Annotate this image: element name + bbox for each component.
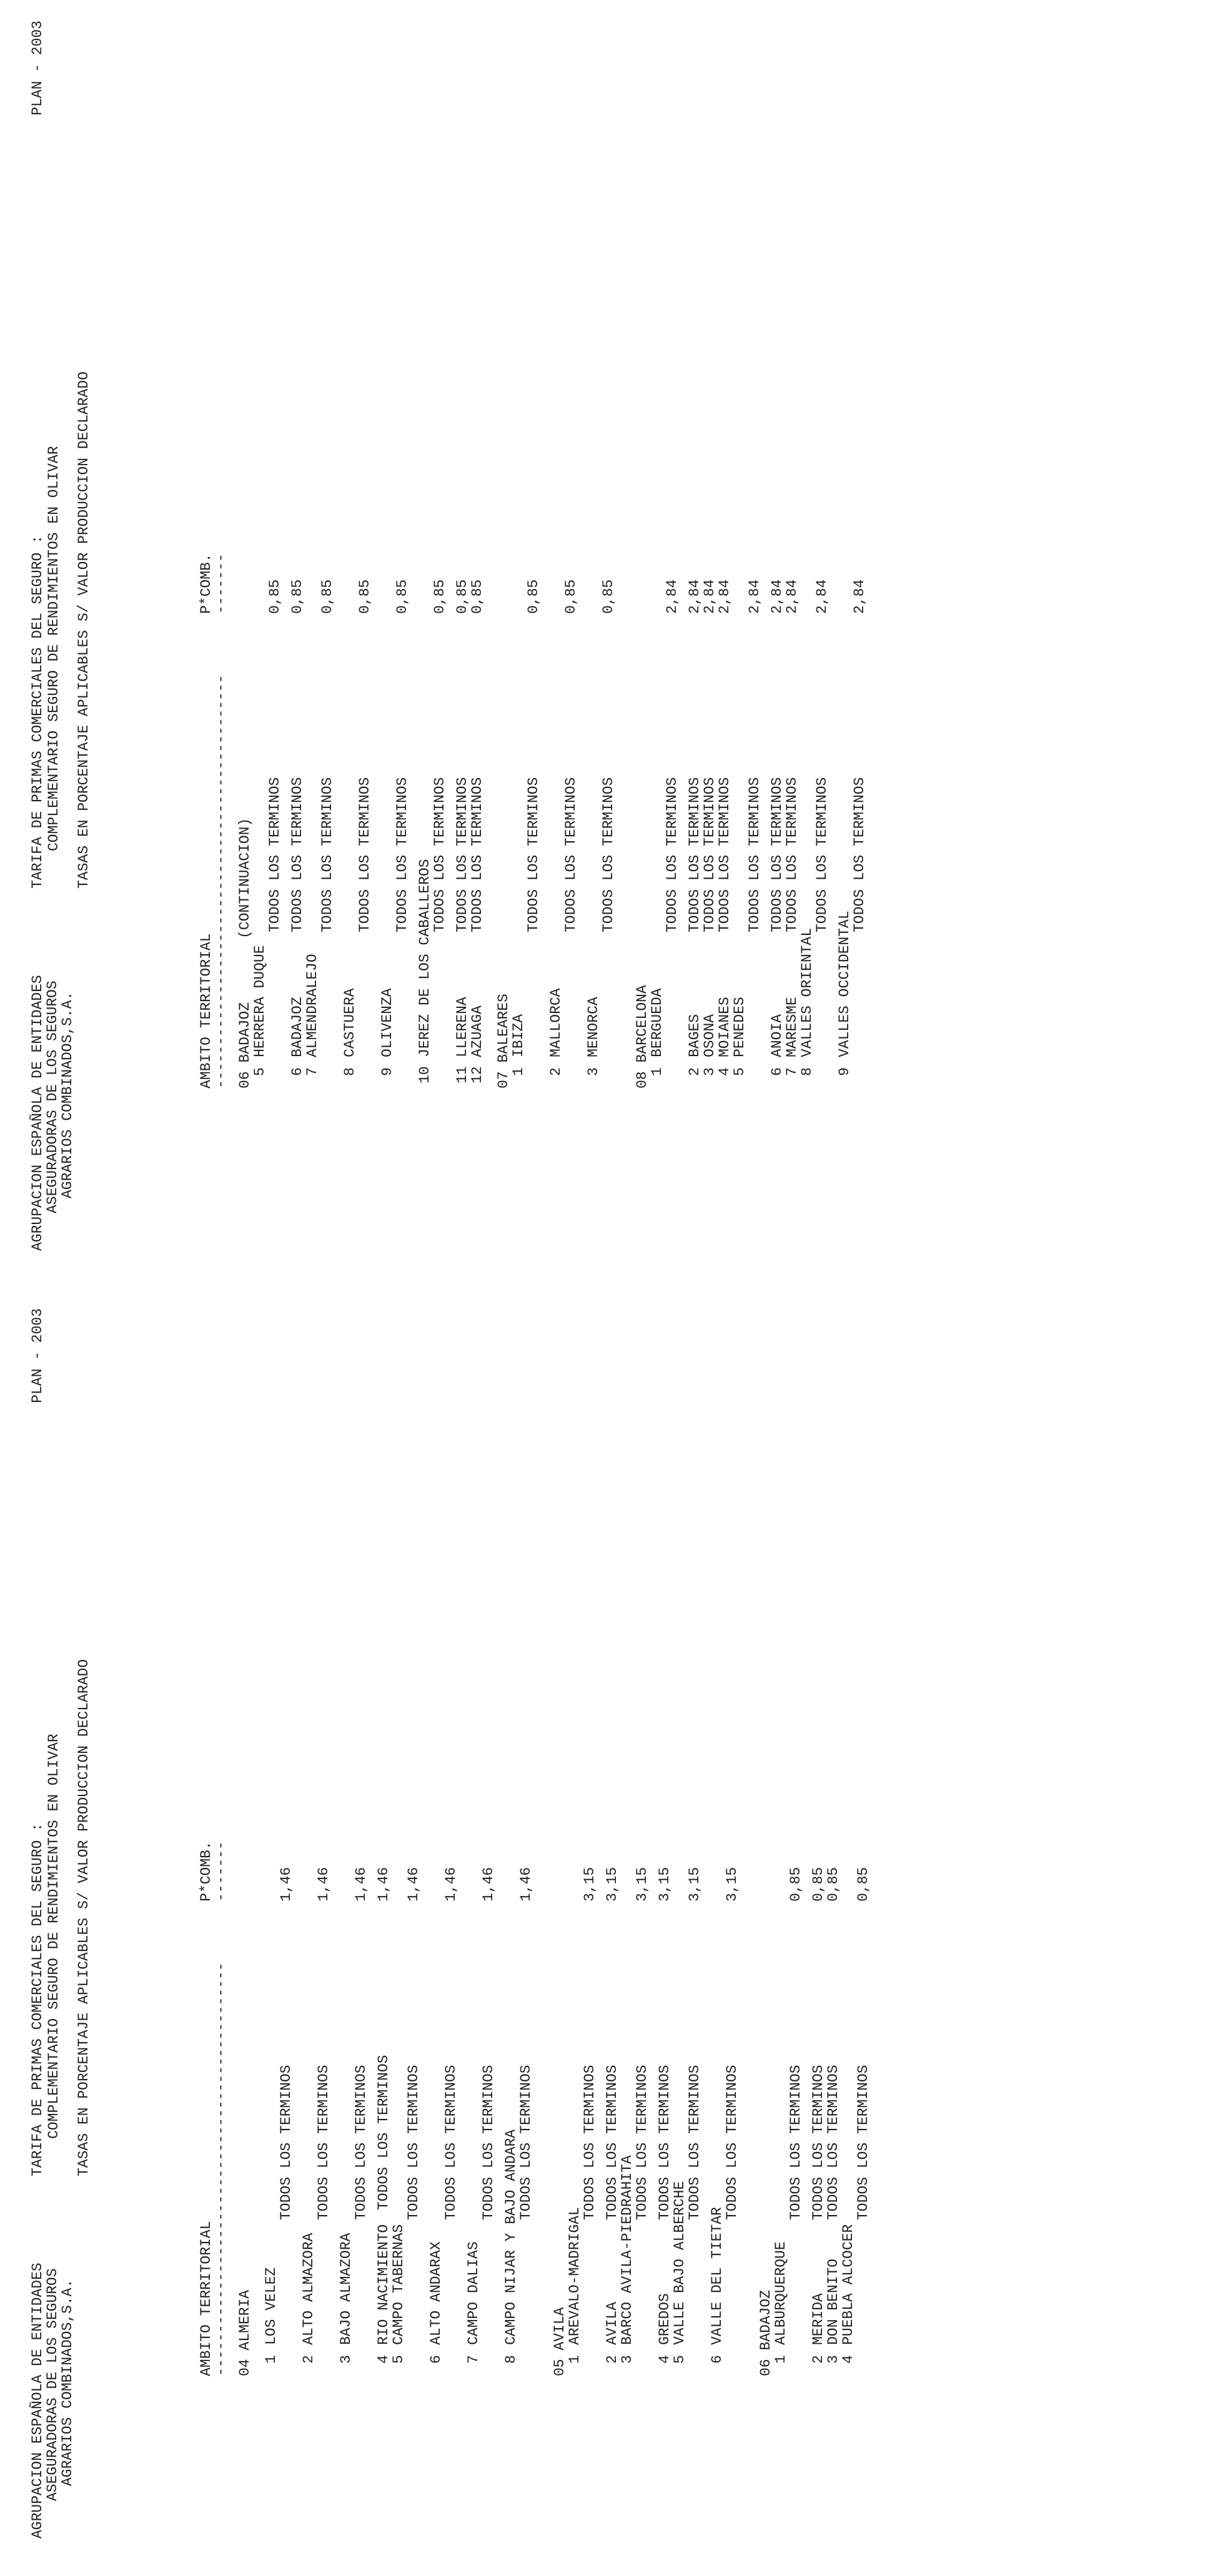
premium-rate: 1,46 <box>443 1867 459 1902</box>
table-row <box>511 2 526 1288</box>
terms-label: TODOS LOS TERMINOS <box>315 2065 332 2220</box>
terms-label: TODOS LOS TERMINOS <box>784 777 800 932</box>
premium-rate: 0,85 <box>810 1867 826 1902</box>
tariff-page-1 <box>0 1290 1228 2576</box>
org-line-1: AGRUPACION ESPAÑOLA DE ENTIDADES <box>29 2263 46 2539</box>
terms-label: TODOS LOS TERMINOS <box>600 777 616 932</box>
terms-label: TODOS LOS TERMINOS <box>405 2065 422 2220</box>
comarca-number: 9 <box>379 1067 395 1076</box>
org-line-3: AGRARIOS COMBINADOS,S.A. <box>59 2279 76 2486</box>
comarca-number: 6 <box>428 2355 444 2364</box>
table-row <box>428 1290 443 2576</box>
terms-label: TODOS LOS TERMINOS <box>582 2065 598 2220</box>
province-name: 04 ALMERIA <box>237 2289 253 2376</box>
table-row <box>837 2 852 1288</box>
premium-rate: 2,84 <box>701 579 718 614</box>
table-row <box>503 1290 518 2576</box>
ambito-rule: ------------------------------------------------ <box>213 1962 229 2376</box>
table-row <box>252 2 267 1288</box>
table-row <box>320 2 335 1288</box>
terms-label: TODOS LOS TERMINOS <box>604 2065 620 2220</box>
comarca-name: VALLES ORIENTAL <box>799 927 815 1057</box>
table-row <box>432 2 447 1288</box>
comarca-number: 4 <box>656 2355 673 2364</box>
comarca-name: MOIANES <box>716 997 733 1057</box>
terms-label: TODOS LOS TERMINOS <box>480 2065 497 2220</box>
premium-rate: 2,84 <box>784 579 800 614</box>
table-row <box>354 1290 369 2576</box>
province-row <box>758 1290 773 2576</box>
comarca-name: BADAJOZ <box>289 997 305 1057</box>
comarca-name: GREDOS <box>656 2293 673 2345</box>
province-row <box>237 2 252 1288</box>
province-name: 07 BALEARES <box>495 994 512 1088</box>
comarca-name: MERIDA <box>810 2293 826 2345</box>
comarca-name: CASTUERA <box>342 988 358 1057</box>
comarca-name: JEREZ DE LOS CABALLEROS <box>417 859 433 1057</box>
comarca-number: 5 <box>252 1067 268 1076</box>
tariff-page-2 <box>0 2 1228 1288</box>
comarca-number: 4 <box>716 1067 733 1076</box>
comarca-number: 2 <box>686 1067 703 1076</box>
comarca-number: 7 <box>465 2355 482 2364</box>
comarca-name: CAMPO DALIAS <box>465 2241 482 2345</box>
org-line-1: AGRUPACION ESPAÑOLA DE ENTIDADES <box>29 975 46 1251</box>
table-row <box>725 1290 740 2576</box>
comarca-number: 6 <box>709 2355 725 2364</box>
comarca-name: AVILA <box>604 2301 620 2345</box>
table-row <box>563 2 578 1288</box>
table-row <box>376 1290 391 2576</box>
org-header <box>30 2189 75 2539</box>
terms-label: TODOS LOS TERMINOS <box>634 2065 650 2220</box>
terms-label: TODOS LOS TERMINOS <box>432 777 448 932</box>
terms-label: TODOS LOS TERMINOS <box>724 2065 740 2220</box>
table-row <box>406 1290 421 2576</box>
table-row <box>687 2 702 1288</box>
terms-label: TODOS LOS TERMINOS <box>851 777 868 932</box>
table-row <box>567 1290 582 2576</box>
title-line-2: COMPLEMENTARIO SEGURO DE RENDIMIENTOS EN OLIVAR <box>46 446 62 851</box>
comarca-number: 3 <box>338 2355 354 2364</box>
pcomb-rule: ------- <box>213 1841 229 1902</box>
table-row <box>339 1290 354 2576</box>
comarca-name: BAJO ALMAZORA <box>338 2233 354 2345</box>
comarca-number: 8 <box>799 1067 815 1076</box>
premium-rate: 1,46 <box>375 1867 392 1902</box>
terms-label: TODOS LOS TERMINOS <box>701 777 718 932</box>
table-row <box>710 1290 725 2576</box>
terms-label: TODOS LOS TERMINOS <box>454 777 470 932</box>
table-row <box>518 1290 533 2576</box>
premium-rate: 3,15 <box>634 1867 650 1902</box>
ambito-header: AMBITO TERRITORIAL <box>198 2221 214 2376</box>
premium-rate: 0,85 <box>469 579 485 614</box>
table-row <box>657 1290 672 2576</box>
premium-rate: 2,84 <box>686 579 703 614</box>
comarca-number: 4 <box>840 2355 856 2364</box>
table-row <box>305 2 320 1288</box>
title-line-1: TARIFA DE PRIMAS COMERCIALES DEL SEGURO : <box>29 535 46 889</box>
comarca-number: 3 <box>585 1067 602 1076</box>
pcomb-header: P*COMB. <box>198 553 214 614</box>
terms-label: TODOS LOS TERMINOS <box>353 2065 369 2220</box>
comarca-name: LLERENA <box>454 997 470 1057</box>
comarca-name: LOS VELEZ <box>263 2267 279 2345</box>
ambito-rule: ------------------------------------------------ <box>213 674 229 1088</box>
comarca-name: ALBURQUERQUE <box>773 2241 789 2345</box>
title-line-2: COMPLEMENTARIO SEGURO DE RENDIMIENTOS EN OLIVAR <box>46 1734 62 2139</box>
comarca-number: 4 <box>375 2355 392 2364</box>
table-row <box>770 2 785 1288</box>
premium-rate: 0,85 <box>563 579 579 614</box>
premium-rate: 0,85 <box>454 579 470 614</box>
terms-label: TODOS LOS TERMINOS <box>394 777 410 932</box>
comarca-number: 3 <box>701 1067 718 1076</box>
table-row <box>316 1290 331 2576</box>
table-row <box>342 2 357 1288</box>
premium-rate: 2,84 <box>851 579 868 614</box>
table-row <box>395 2 410 1288</box>
comarca-number: 2 <box>548 1067 564 1076</box>
premium-rate: 3,15 <box>604 1867 620 1902</box>
terms-label: TODOS LOS TERMINOS <box>443 2065 459 2220</box>
terms-label: TODOS LOS TERMINOS <box>267 777 283 932</box>
premium-rate: 0,85 <box>788 1867 804 1902</box>
table-row <box>391 1290 406 2576</box>
comarca-number: 2 <box>604 2355 620 2364</box>
premium-rate: 0,85 <box>600 579 616 614</box>
premium-rate: 1,46 <box>353 1867 369 1902</box>
premium-rate: 0,85 <box>289 579 305 614</box>
comarca-number: 2 <box>300 2355 317 2364</box>
table-row <box>526 2 541 1288</box>
premium-rate: 3,15 <box>686 1867 703 1902</box>
title-line-3: TASAS EN PORCENTAJE APLICABLES S/ VALOR PRODUCCION DECLARADO <box>76 1659 92 2176</box>
terms-label: TODOS LOS TERMINOS <box>769 777 785 932</box>
comarca-name: ALTO ALMAZORA <box>300 2233 317 2345</box>
premium-rate: 2,84 <box>769 579 785 614</box>
terms-label: TODOS LOS TERMINOS <box>518 2065 534 2220</box>
terms-label: TODOS LOS TERMINOS <box>746 777 763 932</box>
comarca-name: BERGUEDA <box>649 988 665 1057</box>
comarca-number: 12 <box>469 1066 485 1083</box>
terms-label: TODOS LOS TERMINOS <box>656 2065 673 2220</box>
pcomb-rule: ------- <box>213 553 229 614</box>
terms-label: TODOS LOS TERMINOS <box>855 2065 871 2220</box>
premium-rate: 2,84 <box>664 579 680 614</box>
table-row <box>620 1290 635 2576</box>
province-row <box>496 2 511 1288</box>
province-name: 05 AVILA <box>552 2307 568 2376</box>
table-row <box>357 2 372 1288</box>
table-row <box>417 2 432 1288</box>
table-row <box>856 1290 871 2576</box>
org-line-3: AGRARIOS COMBINADOS,S.A. <box>59 991 76 1198</box>
premium-rate: 2,84 <box>814 579 830 614</box>
terms-label: TODOS LOS TERMINOS <box>289 777 305 932</box>
premium-rate: 0,85 <box>855 1867 871 1902</box>
table-row <box>732 2 747 1288</box>
terms-label: TODOS LOS TERMINOS <box>825 2065 841 2220</box>
premium-rate: 0,85 <box>825 1867 841 1902</box>
comarca-name: MENORCA <box>585 997 602 1057</box>
premium-rate: 2,84 <box>716 579 733 614</box>
comarca-name: OLIVENZA <box>379 988 395 1057</box>
comarca-name: PENEDES <box>731 997 748 1057</box>
comarca-name: VALLE BAJO ALBERCHE <box>671 2181 688 2345</box>
table-row <box>672 1290 687 2576</box>
province-name: 06 BADAJOZ <box>237 1002 253 1088</box>
ambito-header: AMBITO TERRITORIAL <box>198 933 214 1088</box>
comarca-number: 1 <box>263 2355 279 2364</box>
terms-label: TODOS LOS TERMINOS <box>469 777 485 932</box>
table-row <box>582 1290 597 2576</box>
comarca-number: 10 <box>417 1066 433 1083</box>
comarca-name: OSONA <box>701 1014 718 1057</box>
premium-rate: 1,46 <box>480 1867 497 1902</box>
comarca-name: MALLORCA <box>548 988 564 1057</box>
comarca-number: 3 <box>619 2355 635 2364</box>
table-row <box>290 2 305 1288</box>
comarca-name: ALMENDRALEJO <box>304 954 320 1057</box>
terms-label: TODOS LOS TERMINOS <box>814 777 830 932</box>
premium-rate: 0,85 <box>394 579 410 614</box>
table-row <box>481 1290 496 2576</box>
title-line-3: TASAS EN PORCENTAJE APLICABLES S/ VALOR PRODUCCION DECLARADO <box>76 371 92 889</box>
comarca-name: BARCO AVILA-PIEDRAHITA <box>619 2155 635 2345</box>
comarca-number: 5 <box>390 2355 407 2364</box>
table-row <box>773 1290 788 2576</box>
comarca-number: 9 <box>836 1067 853 1076</box>
comarca-name: CAMPO TABERNAS <box>390 2224 407 2345</box>
comarca-name: DON BENITO <box>825 2258 841 2345</box>
premium-rate: 3,15 <box>656 1867 673 1902</box>
terms-label: TODOS LOS TERMINOS <box>686 777 703 932</box>
comarca-name: BAGES <box>686 1014 703 1057</box>
terms-label: TODOS LOS TERMINOS <box>563 777 579 932</box>
continuation-label: (CONTINUACION) <box>237 817 253 939</box>
premium-rate: 0,85 <box>267 579 283 614</box>
comarca-name: ALTO ANDARAX <box>428 2241 444 2345</box>
comarca-number: 1 <box>773 2355 789 2364</box>
table-row <box>380 2 395 1288</box>
premium-rate: 2,84 <box>746 579 763 614</box>
premium-rate: 0,85 <box>432 579 448 614</box>
table-row <box>601 2 616 1288</box>
table-row <box>586 2 601 1288</box>
table-row <box>548 2 563 1288</box>
comarca-number: 8 <box>503 2355 519 2364</box>
premium-rate: 0,85 <box>319 579 335 614</box>
table-row <box>466 1290 481 2576</box>
comarca-number: 11 <box>454 1066 470 1083</box>
province-name: 06 BADAJOZ <box>758 2289 774 2376</box>
table-row <box>747 2 762 1288</box>
premium-rate: 1,46 <box>278 1867 294 1902</box>
comarca-name: VALLES OCCIDENTAL <box>836 910 853 1057</box>
comarca-number: 7 <box>304 1067 320 1076</box>
comarca-number: 5 <box>731 1067 748 1076</box>
table-row <box>785 2 800 1288</box>
premium-rate: 1,46 <box>518 1867 534 1902</box>
table-row <box>301 1290 316 2576</box>
premium-rate: 1,46 <box>405 1867 422 1902</box>
province-name: 08 BARCELONA <box>634 985 650 1088</box>
premium-rate: 0,85 <box>525 579 542 614</box>
comarca-name: CAMPO NIJAR Y BAJO ANDARA <box>503 2129 519 2345</box>
comarca-name: HERRERA DUQUE <box>252 945 268 1057</box>
table-row <box>635 1290 650 2576</box>
terms-label: TODOS LOS TERMINOS <box>686 2065 703 2220</box>
comarca-name: PUEBLA ALCOCER <box>840 2224 856 2345</box>
table-row <box>455 2 470 1288</box>
premium-rate: 0,85 <box>357 579 373 614</box>
table-row <box>811 1290 826 2576</box>
comarca-number: 6 <box>289 1067 305 1076</box>
table-row <box>800 2 815 1288</box>
comarca-name: MARESME <box>784 997 800 1057</box>
comarca-name: ANOIA <box>769 1014 785 1057</box>
comarca-number: 8 <box>342 1067 358 1076</box>
table-row <box>264 1290 279 2576</box>
table-row <box>267 2 282 1288</box>
terms-label: TODOS LOS TERMINOS <box>525 777 542 932</box>
comarca-number: 1 <box>649 1067 665 1076</box>
org-line-2: ASEGURADORAS DE LOS SEGUROS <box>44 2268 61 2501</box>
table-row <box>788 1290 803 2576</box>
comarca-name: RIO NACIMIENTO <box>375 2224 392 2345</box>
province-row <box>552 1290 567 2576</box>
table-row <box>826 1290 841 2576</box>
comarca-number: 2 <box>810 2355 826 2364</box>
terms-label: TODOS LOS TERMINOS <box>319 777 335 932</box>
province-row <box>635 2 650 1288</box>
org-line-2: ASEGURADORAS DE LOS SEGUROS <box>44 980 61 1213</box>
terms-label: TODOS LOS TERMINOS <box>716 777 733 932</box>
plan-label: PLAN - 2003 <box>29 21 46 116</box>
table-row <box>470 2 485 1288</box>
table-row <box>650 2 665 1288</box>
table-row <box>815 2 829 1288</box>
premium-rate: 1,46 <box>315 1867 332 1902</box>
province-row <box>237 1290 252 2576</box>
title-line-1: TARIFA DE PRIMAS COMERCIALES DEL SEGURO : <box>29 1823 46 2176</box>
comarca-name: AREVALO-MADRIGAL <box>567 2207 583 2345</box>
terms-label: TODOS LOS TERMINOS <box>375 2055 392 2210</box>
terms-label: TODOS LOS TERMINOS <box>810 2065 826 2220</box>
table-row <box>665 2 680 1288</box>
table-row <box>702 2 717 1288</box>
premium-rate: 3,15 <box>724 1867 740 1902</box>
comarca-number: 6 <box>769 1067 785 1076</box>
table-row <box>717 2 732 1288</box>
terms-label: TODOS LOS TERMINOS <box>664 777 680 932</box>
comarca-name: AZUAGA <box>469 1005 485 1057</box>
org-header <box>30 901 75 1251</box>
terms-label: TODOS LOS TERMINOS <box>788 2065 804 2220</box>
table-row <box>443 1290 458 2576</box>
comarca-number: 5 <box>671 2355 688 2364</box>
comarca-number: 7 <box>784 1067 800 1076</box>
table-row <box>852 2 867 1288</box>
table-row <box>687 1290 702 2576</box>
comarca-number: 1 <box>510 1067 527 1076</box>
table-row <box>841 1290 856 2576</box>
terms-label: TODOS LOS TERMINOS <box>278 2065 294 2220</box>
pcomb-header: P*COMB. <box>198 1841 214 1902</box>
table-row <box>605 1290 620 2576</box>
comarca-name: IBIZA <box>510 1014 527 1057</box>
plan-label: PLAN - 2003 <box>29 1308 46 1403</box>
comarca-name: VALLE DEL TIETAR <box>709 2207 725 2345</box>
comarca-number: 3 <box>825 2355 841 2364</box>
comarca-number: 1 <box>567 2355 583 2364</box>
premium-rate: 3,15 <box>582 1867 598 1902</box>
table-row <box>279 1290 294 2576</box>
terms-label: TODOS LOS TERMINOS <box>357 777 373 932</box>
